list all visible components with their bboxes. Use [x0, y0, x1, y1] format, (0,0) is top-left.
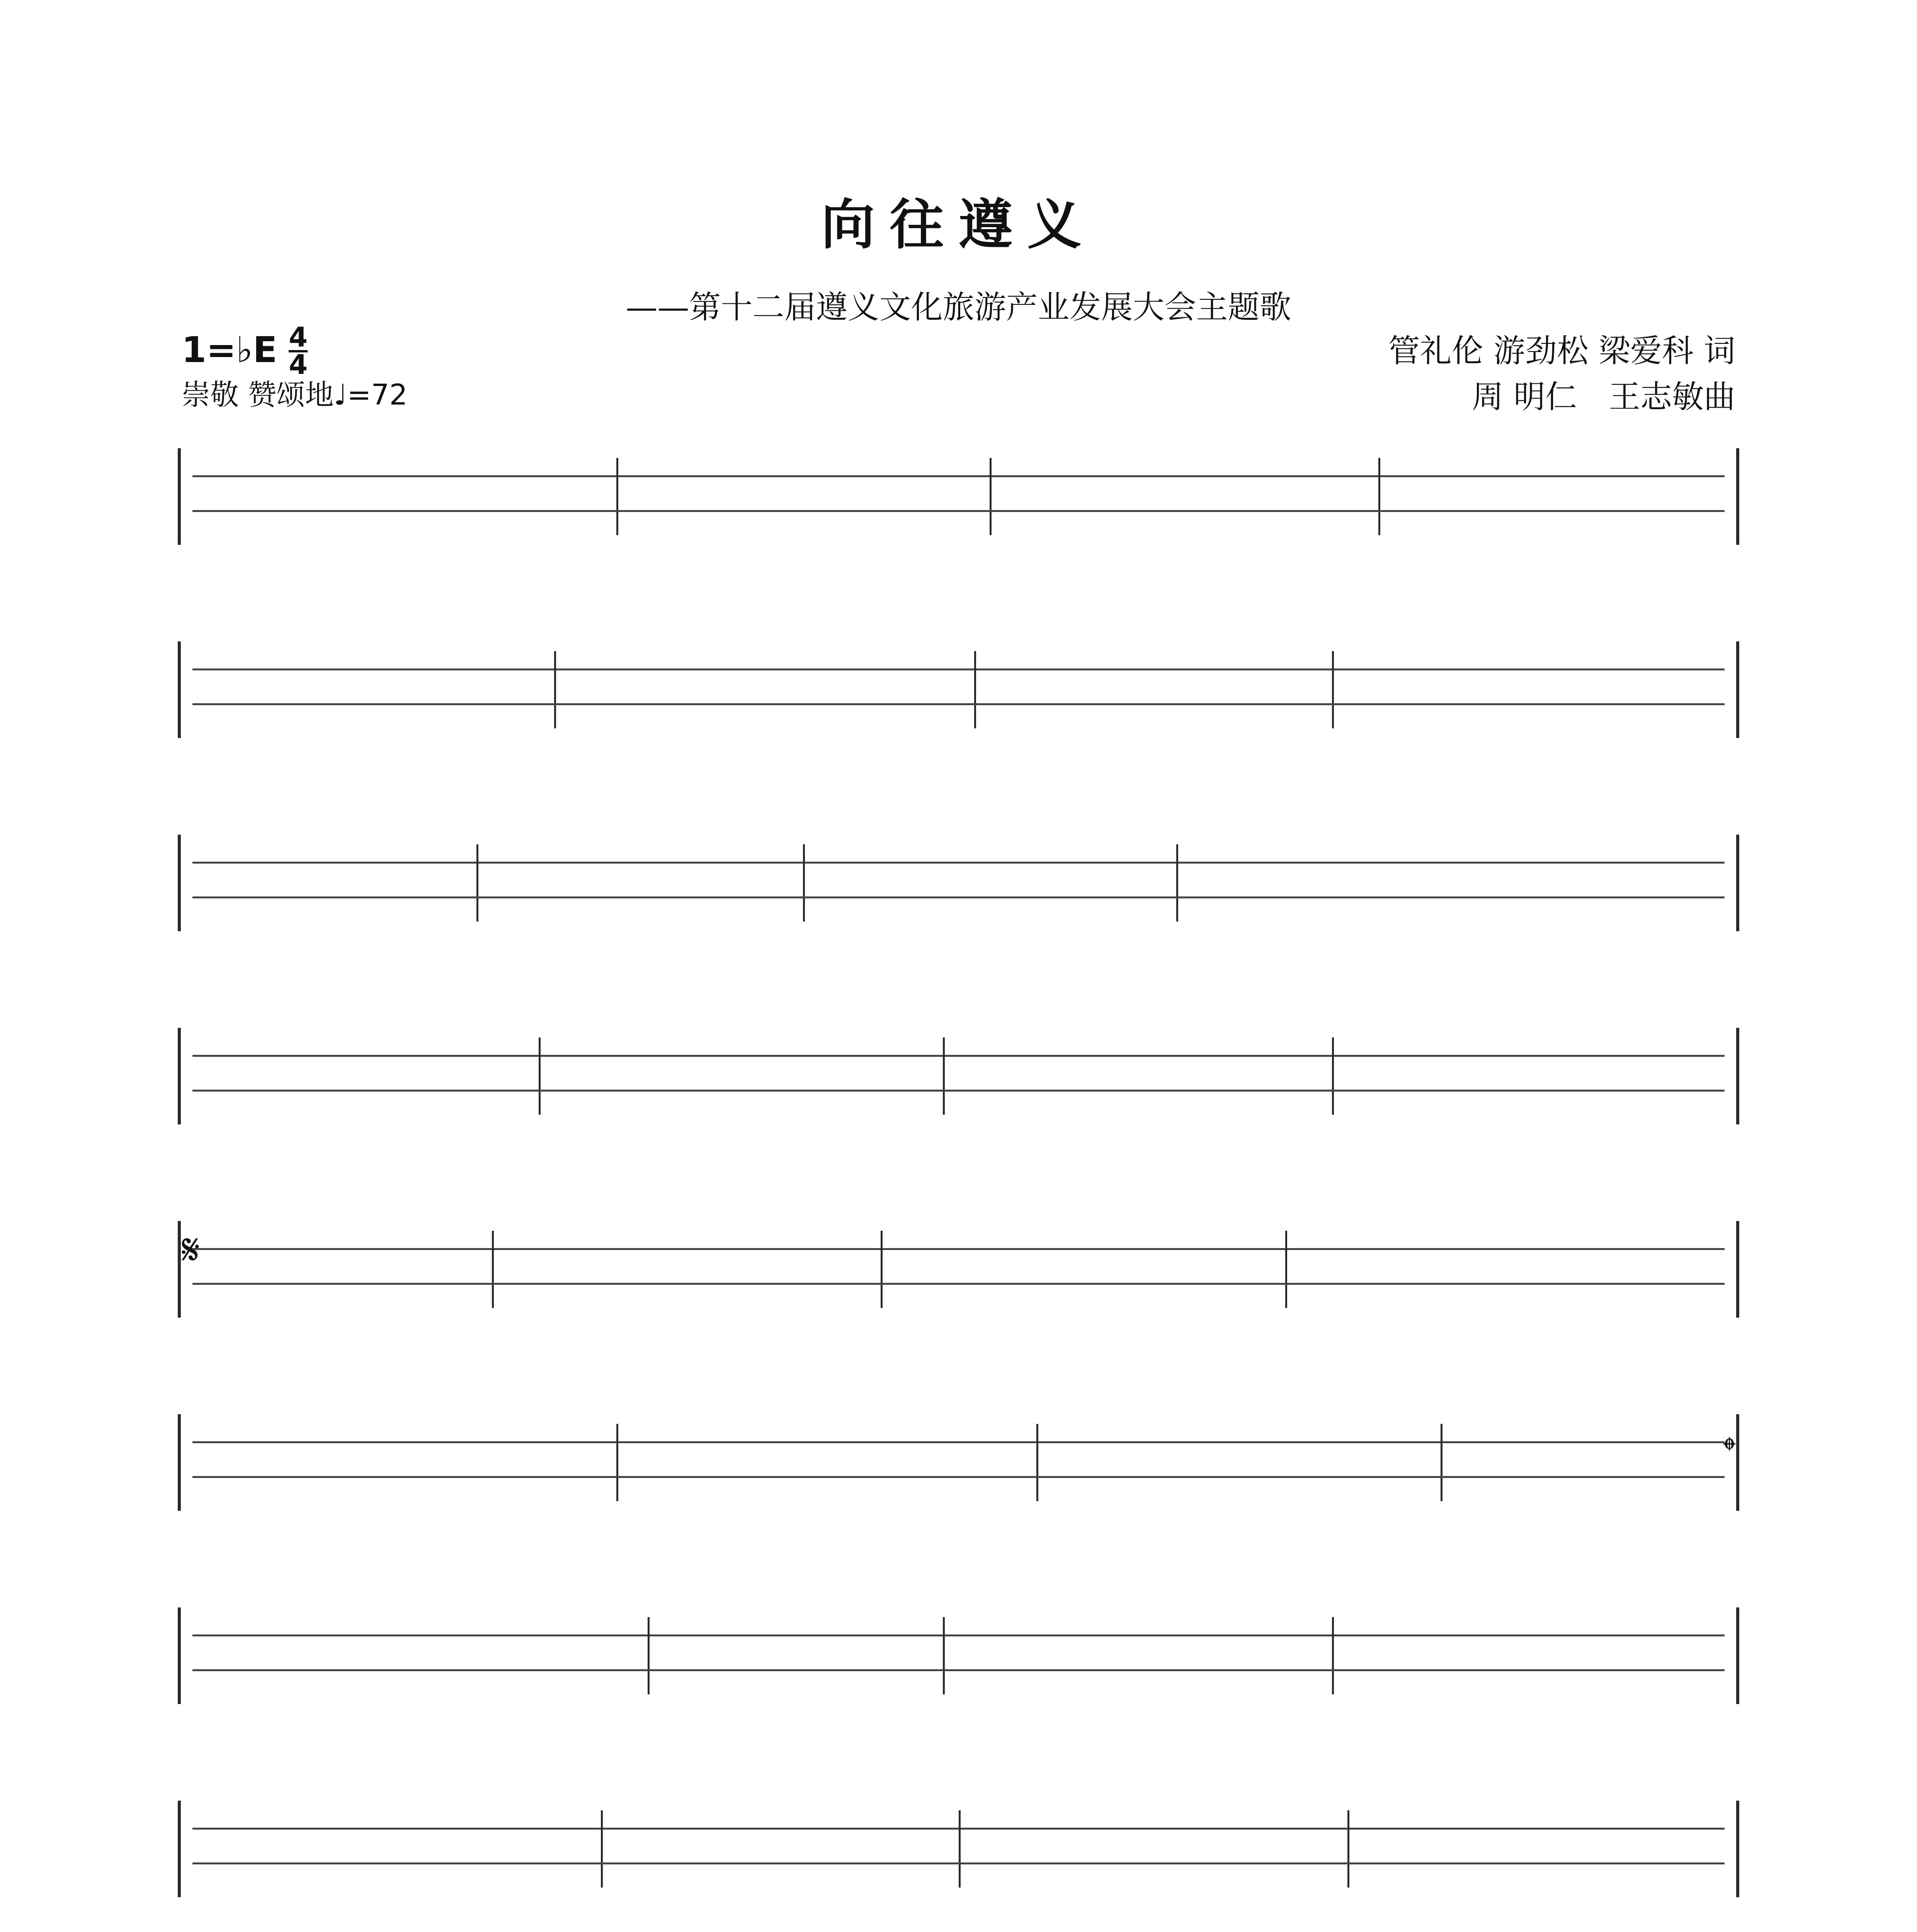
key-signature: 1=♭E	[182, 329, 277, 371]
barline	[943, 1617, 945, 1694]
score-row-8	[178, 1801, 1739, 1897]
score-row-2	[178, 641, 1739, 738]
barline	[1378, 458, 1380, 535]
barline	[1036, 1424, 1038, 1501]
score-row-5	[178, 1221, 1739, 1318]
composer-credit: 周 明仁 王志敏曲	[1471, 378, 1735, 415]
song-title: 向往遵义	[821, 193, 1096, 257]
barline	[1332, 1617, 1334, 1694]
barline	[1285, 1231, 1287, 1308]
barline	[1441, 1424, 1442, 1501]
barline	[616, 458, 618, 535]
barline	[1332, 1037, 1334, 1115]
score-row-6	[178, 1414, 1739, 1511]
barline	[648, 1617, 650, 1694]
barline	[492, 1231, 494, 1308]
coda-symbol: 𝄌	[1723, 1430, 1735, 1470]
time-signature	[289, 321, 308, 381]
barline	[959, 1810, 961, 1888]
performance-metadata	[182, 321, 800, 412]
time-signature-bottom: 4	[289, 349, 308, 381]
barline	[881, 1231, 883, 1308]
score-row-3	[178, 835, 1739, 931]
barline	[476, 844, 478, 922]
barline	[1332, 651, 1334, 728]
score-row-7	[178, 1607, 1739, 1704]
score-row-4	[178, 1028, 1739, 1124]
lyricist-credit: 管礼伦 游劲松 梁爱科 词	[1388, 333, 1735, 369]
barline	[1347, 1810, 1349, 1888]
score-area	[178, 448, 1739, 1932]
time-signature-top: 4	[289, 321, 308, 353]
tempo-marking: 崇敬 赞颂地♩=72	[182, 378, 408, 412]
barline	[616, 1424, 618, 1501]
barline	[539, 1037, 541, 1115]
score-row-1	[178, 448, 1739, 545]
barline	[974, 651, 976, 728]
segno-symbol: 𝄋	[182, 1225, 200, 1274]
credits-block	[1156, 328, 1735, 420]
barline	[601, 1810, 603, 1888]
barline	[1176, 844, 1178, 922]
barline	[554, 651, 556, 728]
barline	[990, 458, 992, 535]
key-and-meter	[182, 321, 800, 381]
song-subtitle: ——第十二届遵义文化旅游产业发展大会主题歌	[626, 289, 1291, 326]
barline	[943, 1037, 945, 1115]
barline	[803, 844, 805, 922]
